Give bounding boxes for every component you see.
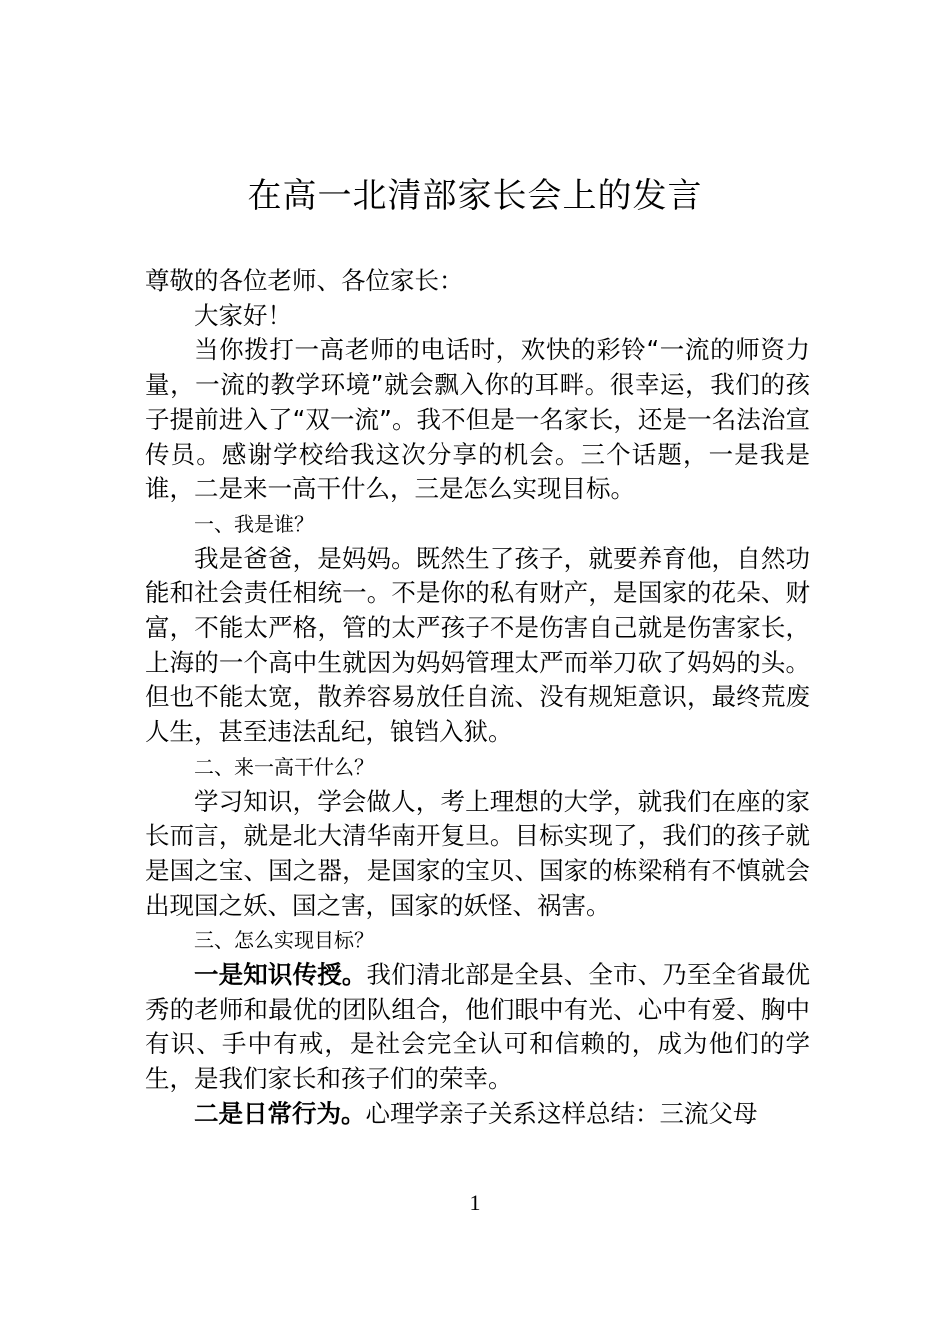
salutation: 尊敬的各位老师、各位家长： [145, 266, 464, 295]
point-lead-2: 二是日常行为。 [194, 1098, 366, 1128]
section-paragraph-2: 学习知识，学会做人，考上理想的大学，就我们在座的家长而言，就是北大清华南开复旦。目标实现了，我们的孩子就是国之宝、国之器，是国家的宝贝、国家的栋梁稍有不慎就会出现国之妖、国之害，国家的妖怪、祸害。 [145, 786, 810, 920]
document-body [145, 264, 810, 1132]
greeting: 大家好！ [194, 300, 292, 330]
section-heading-2: 二、来一高干什么？ [194, 754, 374, 779]
document-title: 在高一北清部家长会上的发言 [247, 176, 703, 216]
point-paragraph-2 [145, 1097, 810, 1132]
page-number: 1 [469, 1190, 481, 1215]
section-heading-3: 三、怎么实现目标？ [194, 928, 374, 953]
point-body-1: 我们清北部是全县、全市、乃至全省最优秀的老师和最优的团队组合，他们眼中有光、心中有爱、胸中有识、手中有戒，是社会完全认可和信赖的，成为他们的学生，是我们家长和孩子们的荣幸。 [145, 960, 811, 1094]
point-lead-1: 一是知识传授。 [194, 960, 367, 990]
section-heading-1: 一、我是谁？ [194, 511, 314, 536]
section-paragraph-1: 我是爸爸，是妈妈。既然生了孩子，就要养育他，自然功能和社会责任相统一。不是你的私有财产，是国家的花朵、财富，不能太严格，管的太严孩子不是伤害自己就是伤害家长，上海的一个高中生就因为妈妈管理太严而举刀砍了妈妈的头。但也不能太宽，散养容易放任自流、没有规矩意识，最终荒废人生，甚至违法乱纪，锒铛入狱。 [145, 543, 810, 747]
point-body-2: 心理学亲子关系这样总结：三流父母 [365, 1098, 758, 1128]
intro-paragraph: 当你拨打一高老师的电话时，欢快的彩铃“一流的师资力量，一流的教学环境”就会飘入你的耳畔。很幸运，我们的孩子提前进入了“双一流”。我不但是一名家长，还是一名法治宣传员。感谢学校给我这次分享的机会。三个话题，一是我是谁，二是来一高干什么，三是怎么实现目标。 [145, 335, 810, 504]
point-paragraph-1 [145, 958, 810, 1097]
